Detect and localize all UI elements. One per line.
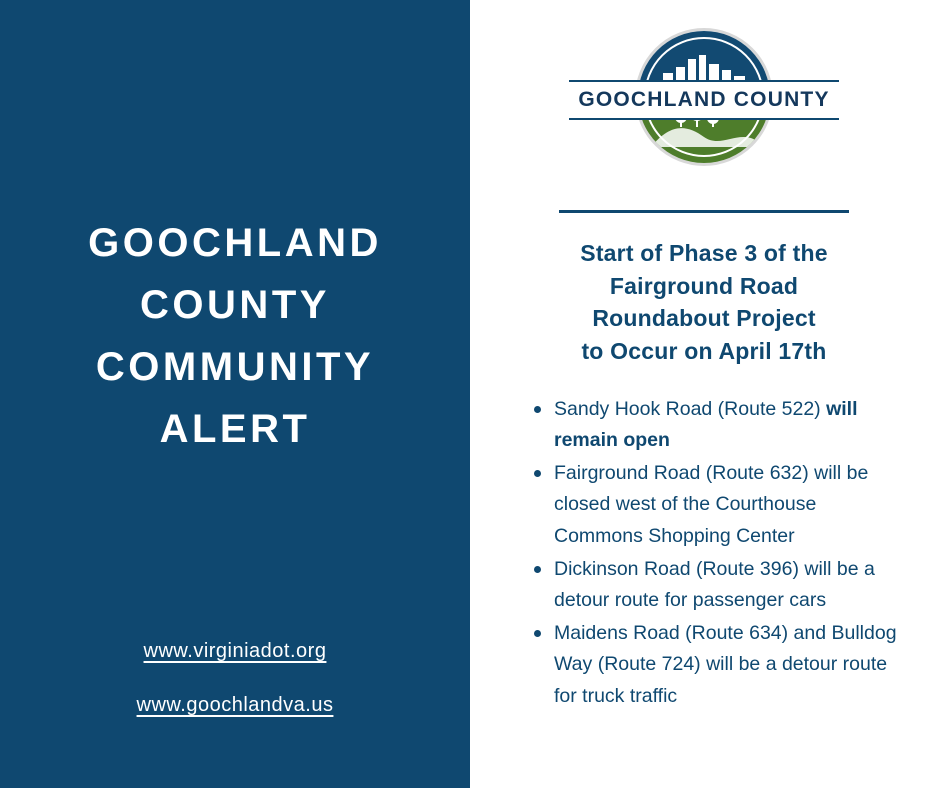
bullet-text-3: Dickinson Road (Route 396) will be a detour route for passenger cars [554, 557, 875, 612]
page-title [30, 212, 440, 460]
links-group [0, 640, 470, 748]
title-line-4: ALERT [159, 407, 311, 451]
bullet-text-2: Fairground Road (Route 632) will be closed west of the Courthouse Commons Shopping Center [554, 461, 869, 547]
headline-line-2: Fairground Road [609, 272, 799, 299]
link-goochlandva[interactable]: www.goochlandva.us [136, 694, 334, 716]
headline-line-4: to Occur on April 17th [581, 337, 827, 364]
logo-banner-text: GOOCHLAND COUNTY [578, 88, 830, 111]
headline-line-3: Roundabout Project [592, 305, 816, 332]
divider [559, 210, 849, 213]
headline [539, 237, 869, 368]
title-line-2: COUNTY [140, 283, 330, 327]
list-item [534, 394, 900, 457]
right-panel [470, 0, 940, 788]
bullet-text-4: Maidens Road (Route 634) and Bulldog Way (Route 724) will be a detour route for truck traffic [554, 621, 897, 707]
link-virginiadot[interactable]: www.virginiadot.org [143, 640, 327, 662]
logo-banner [569, 80, 839, 120]
bullet-bold-1: will remain open [554, 397, 858, 452]
headline-line-1: Start of Phase 3 of the [580, 240, 828, 266]
detour-bullet-list [508, 394, 900, 713]
list-item [534, 554, 900, 617]
bullet-text-1: Sandy Hook Road (Route 522) [554, 397, 827, 420]
list-item [534, 618, 900, 713]
goochland-county-logo [569, 28, 839, 168]
list-item [534, 458, 900, 553]
title-line-3: COMMUNITY [95, 345, 375, 389]
title-line-1: GOOCHLAND [88, 221, 382, 265]
